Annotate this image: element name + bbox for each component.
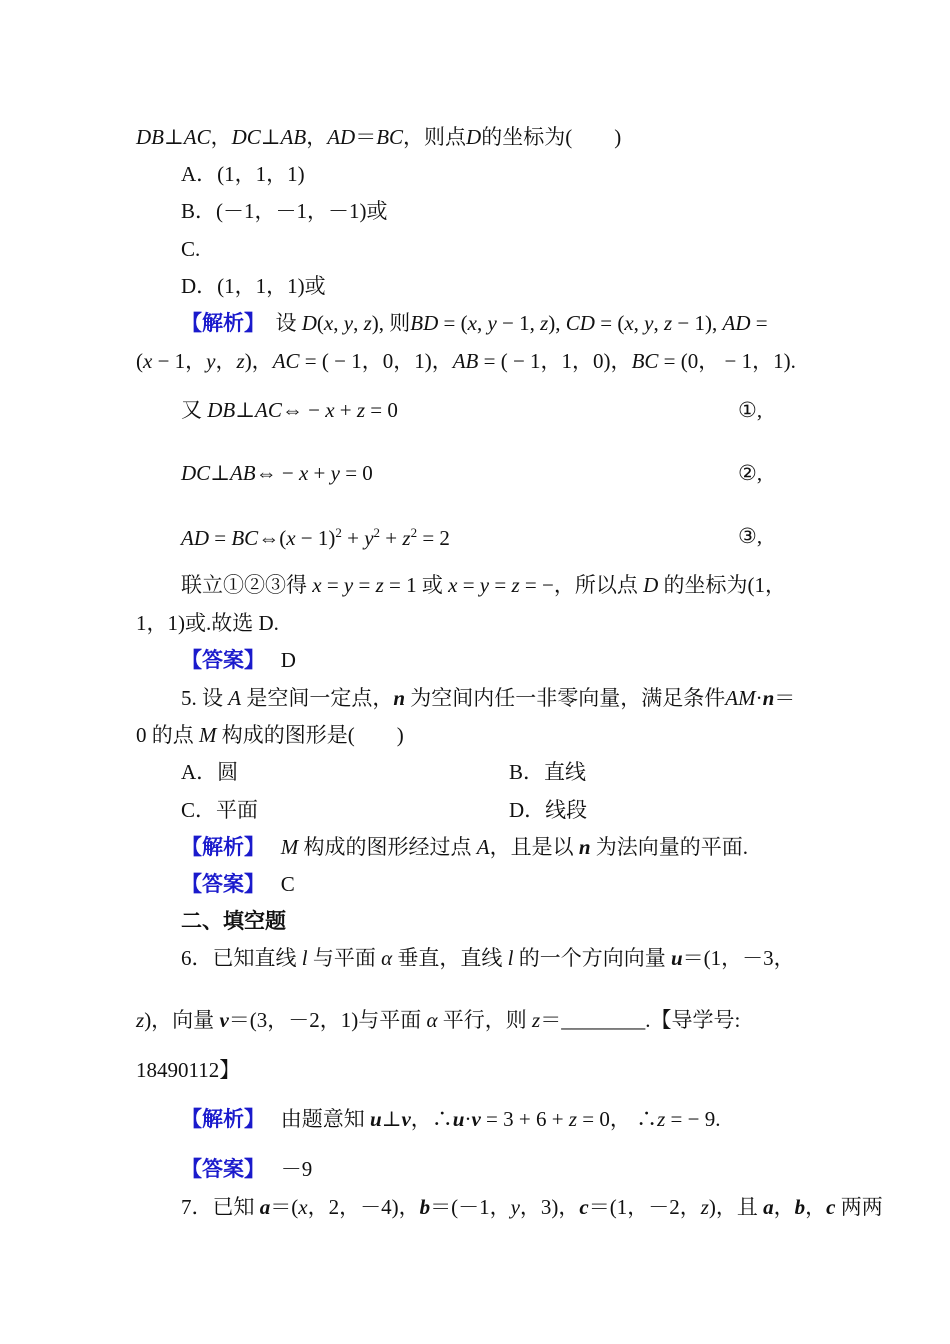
analysis-label: 【解析】 [181,311,265,335]
analysis-label: 【解析】 [181,835,265,859]
q5-option-d: D．线段 [509,798,588,822]
q6-analysis: 【解析】 由题意知 u⊥v，∴u·v = 3 + 6 + z = 0， ∴z = − 9. [181,1107,721,1131]
q6-line1: 6．已知直线 l 与平面 α 垂直，直线 l 的一个方向向量 u＝(1，－3， [181,946,795,970]
q5-line2: 0 的点 M 构成的图形是( ) [136,723,404,747]
q4-equation-2-number: ②, [738,461,763,485]
q4-equation-3-number: ③, [738,524,763,548]
q4-stem-tail: DB⊥AC，DC⊥AB，AD＝BC，则点D的坐标为( ) [136,125,622,149]
section-heading-fill-in: 二、填空题 [181,909,286,933]
q4-answer: 【答案】 D [181,648,296,672]
q4-analysis-line2: (x − 1，y，z)，AC = ( − 1，0，1)，AB = ( − 1，1，0)，BC = (0， − 1，1). [136,349,796,373]
analysis-label: 【解析】 [181,1107,265,1131]
q5-answer: 【答案】 C [181,872,295,896]
q5-option-b: B．直线 [509,760,587,784]
answer-label: 【答案】 [181,648,265,672]
q4-equation-1: 又 DB⊥AC⇔ − x + z = 0 [181,398,398,422]
q6-line2: z)，向量 v＝(3，－2，1)与平面 α 平行，则 z＝________.【导学号: [136,1008,741,1032]
q4-option-b: B．(－1，－1，－1)或 [181,199,388,223]
q5-analysis: 【解析】 M 构成的图形经过点 A，且是以 n 为法向量的平面. [181,835,749,859]
answer-label: 【答案】 [181,872,265,896]
q4-conclusion-line2: 1，1)或.故选 D. [136,611,279,635]
q7-line1: 7．已知 a＝(x，2，－4)，b＝(－1，y，3)，c＝(1，－2，z)，且 a，b，c 两两 [181,1195,883,1219]
q5-line1: 5. 设 A 是空间一定点，n 为空间内任一非零向量，满足条件AM·n＝ [181,686,796,710]
q4-equation-1-number: ①, [738,398,763,422]
q4-option-a: A．(1，1，1) [181,162,305,186]
q4-analysis-line1: 【解析】 设 D(x, y, z), 则BD = (x, y − 1, z), CD = (x, y, z − 1), AD = [181,311,768,335]
q4-conclusion-line1: 联立①②③得 x = y = z = 1 或 x = y = z = −，所以点 D 的坐标为(1， [181,573,787,597]
q6-line3: 18490112】 [136,1058,241,1082]
q4-equation-2: DC⊥AB⇔ − x + y = 0 [181,461,373,485]
q4-option-d: D．(1，1，1)或 [181,274,326,298]
q6-answer: 【答案】 －9 [181,1157,313,1181]
q5-option-a: A．圆 [181,760,239,784]
q5-option-c: C．平面 [181,798,259,822]
q4-option-c: C. [181,237,201,261]
q4-equation-3: AD = BC⇔(x − $1)^2 + y^2 + z^2 = 2$ [181,525,450,550]
answer-label: 【答案】 [181,1157,265,1181]
